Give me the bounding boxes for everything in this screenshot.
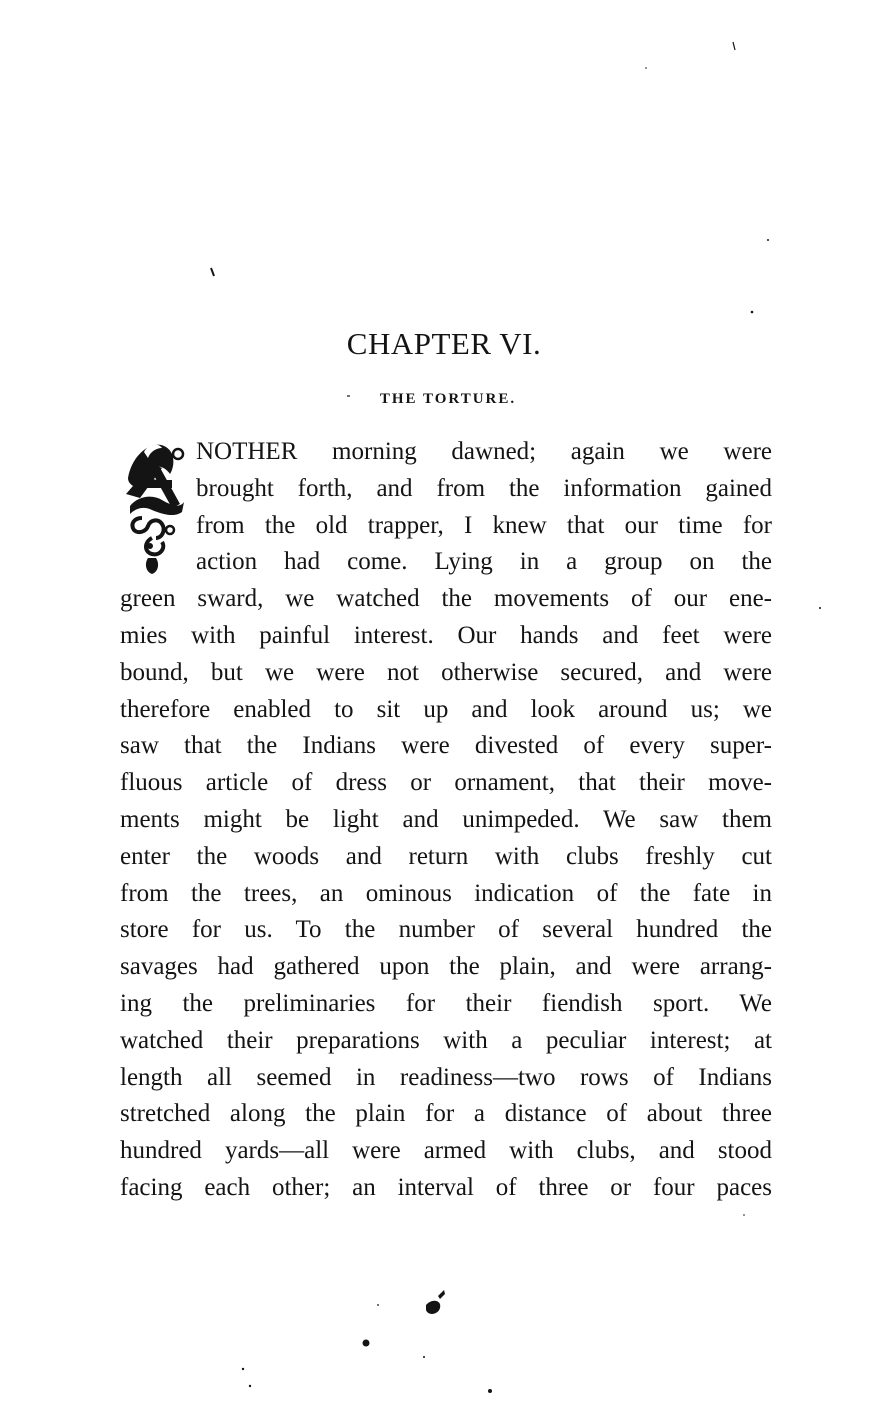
text-line: mies with painful interest. Our hands and feet were [120,621,772,649]
text-line: watched their preparations with a peculiar interest; at [120,1026,772,1054]
text-line: from the old trapper, I knew that our time for [196,511,772,539]
text-line: stretched along the plain for a distance of about three [120,1100,772,1128]
text-line: hundred yards—all were armed with clubs, and stood [120,1137,772,1165]
text-line: bound, but we were not otherwise secured, and were [120,658,772,686]
text-line: ments might be light and unimpeded. We saw them [120,805,772,833]
text-line: saw that the Indians were divested of every super- [120,732,772,760]
text-line: length all seemed in readiness—two rows of Indians [120,1063,772,1091]
text-line: store for us. To the number of several hundred the [120,916,772,944]
text-line: therefore enabled to sit up and look around us; we [120,695,772,723]
text-line: green sward, we watched the movements of our ene- [120,585,772,613]
text-line: fluous article of dress or ornament, that their move- [120,769,772,797]
text-line: savages had gathered upon the plain, and were arrang- [120,953,772,981]
text-line: NOTHER morning dawned; again we were [196,438,772,465]
text-line: facing each other; an interval of three or four paces [120,1173,772,1201]
chapter-subtitle: THE TORTURE. [379,391,517,407]
text-line: enter the woods and return with clubs freshly cut [120,842,772,870]
text-line: action had come. Lying in a group on the [196,548,772,576]
chapter-title: CHAPTER VI. [346,326,542,361]
text-line: ing the preliminaries for their fiendish sport. We [120,989,772,1017]
text-line: brought forth, and from the information gained [196,474,772,502]
text-line: from the trees, an ominous indication of the fate in [120,879,772,907]
